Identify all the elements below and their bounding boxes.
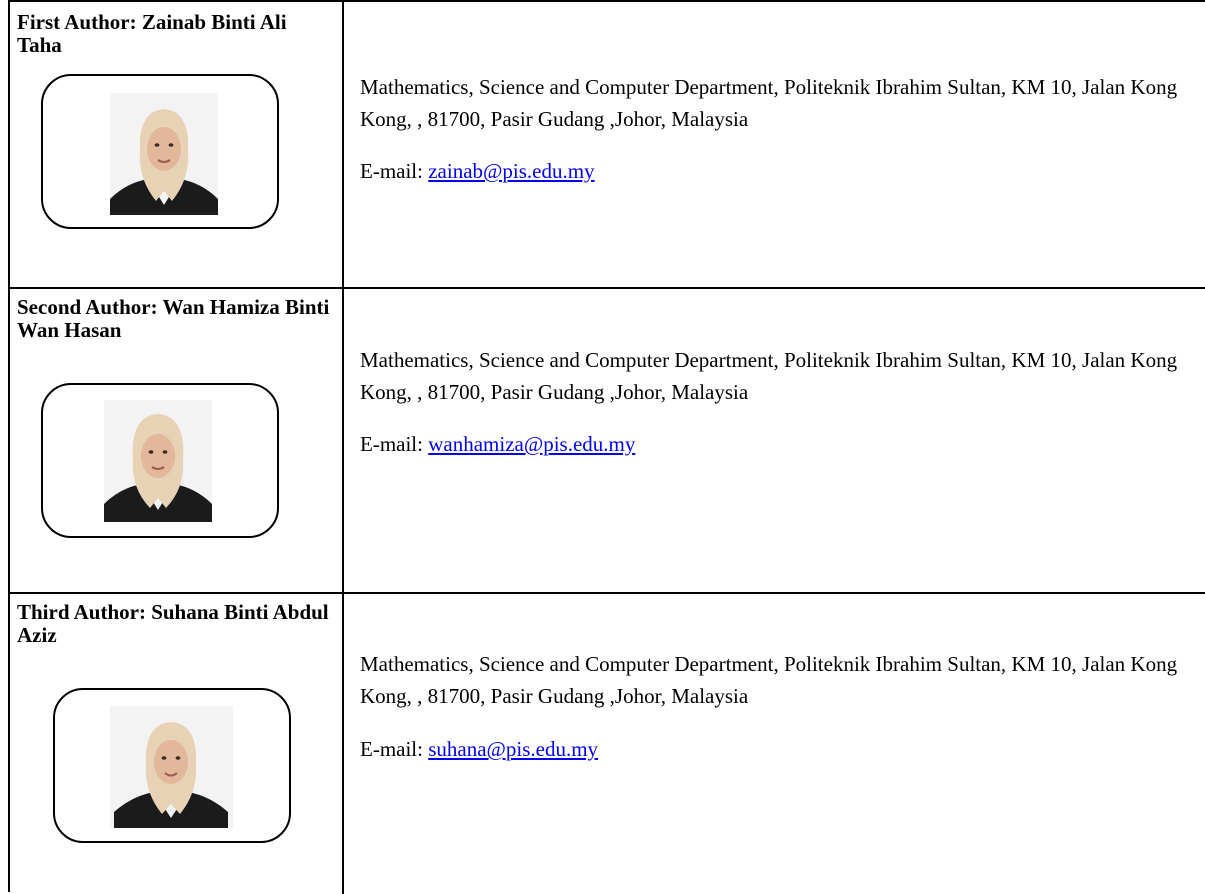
author-photo	[110, 706, 233, 828]
email-label: E-mail:	[360, 432, 429, 456]
email-line	[360, 157, 595, 185]
author-row-3	[10, 592, 1205, 894]
email-label: E-mail:	[360, 737, 429, 761]
author-heading: Second Author: Wan Hamiza Binti Wan Hasan	[17, 295, 330, 342]
portrait-icon	[110, 706, 233, 828]
author-table	[8, 0, 1205, 892]
email-link[interactable]: suhana@pis.edu.my	[428, 737, 599, 761]
portrait-icon	[110, 93, 218, 215]
author-photo-cell	[10, 2, 344, 287]
author-details-cell	[344, 287, 1205, 592]
author-details-cell	[344, 592, 1205, 894]
email-link[interactable]: wanhamiza@pis.edu.my	[428, 432, 636, 456]
affiliation-text: Mathematics, Science and Computer Department, Politeknik Ibrahim Sultan, KM 10, Jalan Kong Kong, , 81700, Pasir Gudang ,Johor, Malaysia	[360, 75, 1178, 131]
author-photo-cell	[10, 592, 344, 894]
email-label: E-mail:	[360, 159, 429, 183]
email-line	[360, 430, 635, 458]
email-link[interactable]: zainab@pis.edu.my	[428, 159, 595, 183]
author-row-1	[10, 2, 1205, 289]
portrait-icon	[104, 400, 212, 522]
affiliation-text: Mathematics, Science and Computer Department, Politeknik Ibrahim Sultan, KM 10, Jalan Kong Kong, , 81700, Pasir Gudang ,Johor, Malaysia	[360, 348, 1178, 404]
affiliation-text: Mathematics, Science and Computer Department, Politeknik Ibrahim Sultan, KM 10, Jalan Kong Kong, , 81700, Pasir Gudang ,Johor, Malaysia	[360, 652, 1178, 708]
author-heading: Third Author: Suhana Binti Abdul Aziz	[17, 600, 329, 647]
author-photo	[104, 400, 212, 522]
email-line	[360, 735, 598, 763]
author-photo-cell	[10, 287, 344, 592]
author-heading: First Author: Zainab Binti Ali Taha	[17, 10, 287, 57]
author-row-2	[10, 287, 1205, 594]
author-photo	[110, 93, 218, 215]
author-details-cell	[344, 2, 1205, 287]
